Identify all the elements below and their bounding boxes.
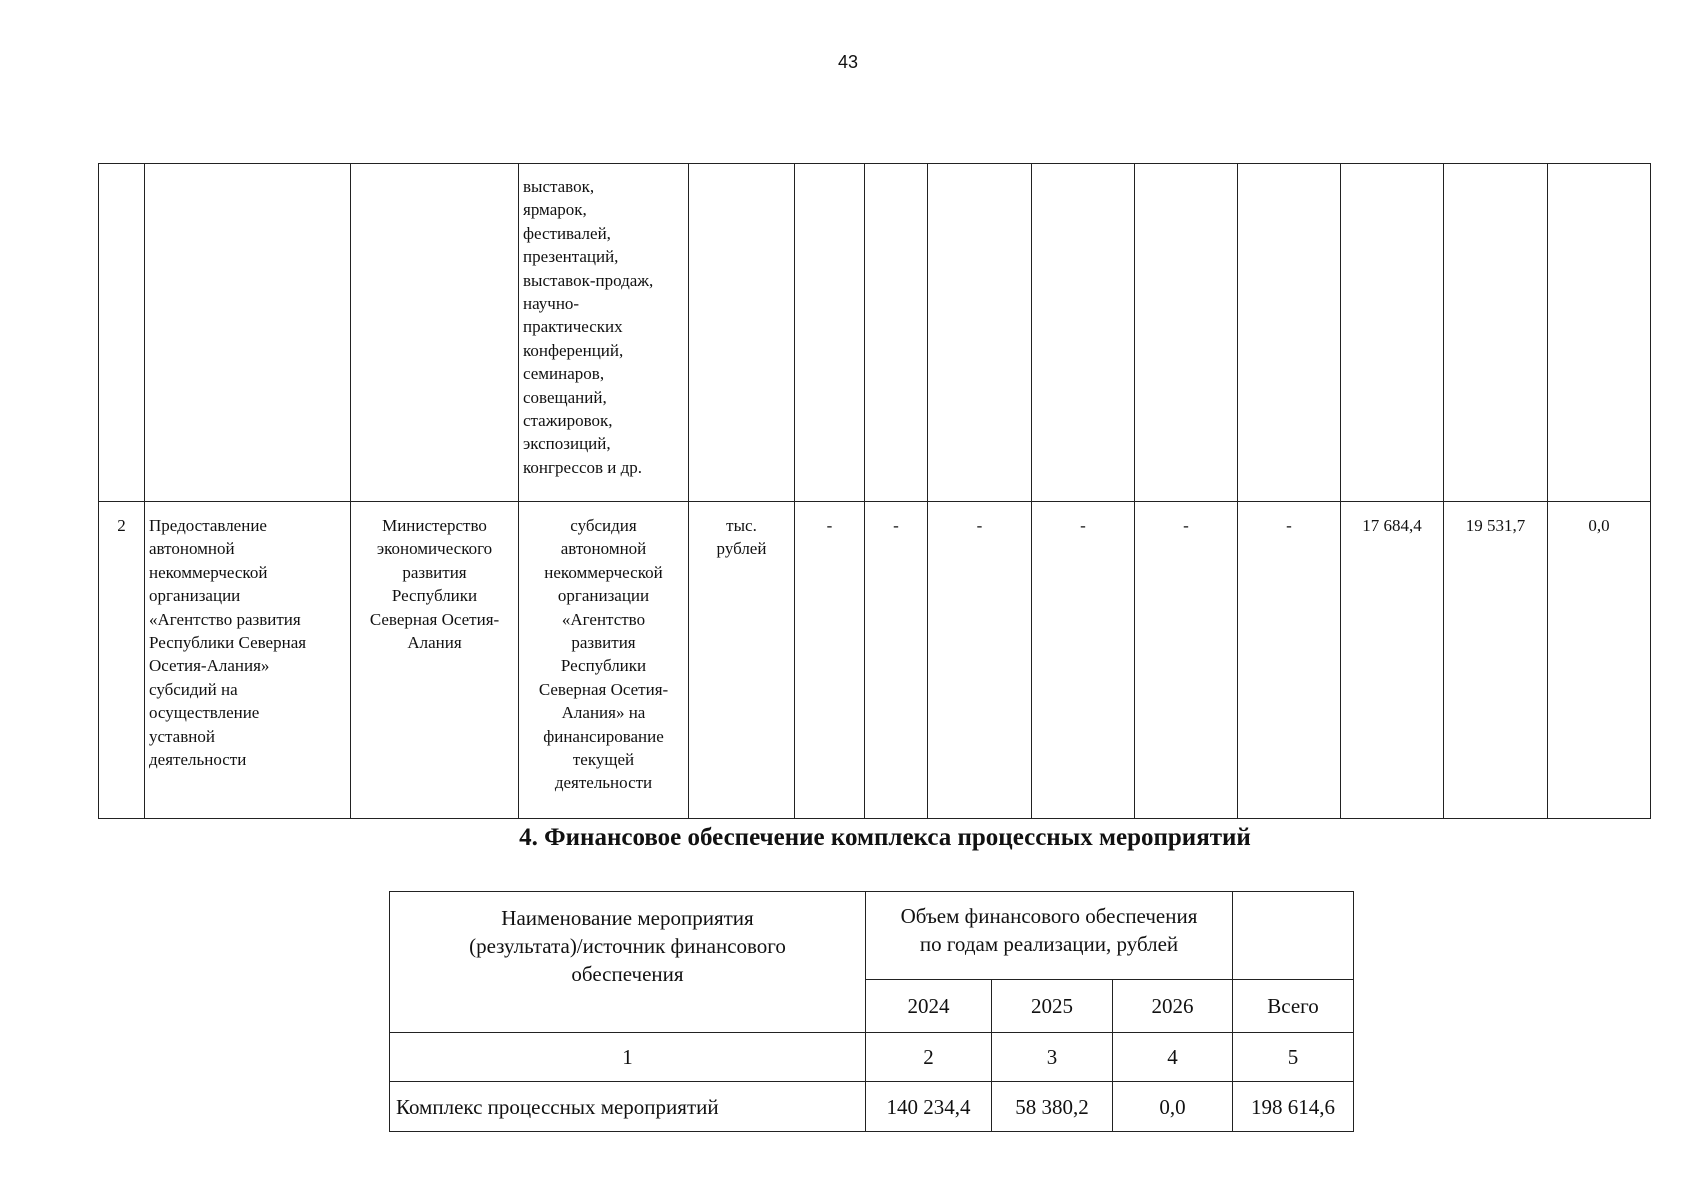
section-title: 4. Финансовое обеспечение комплекса процессных мероприятий <box>519 824 1251 851</box>
header-year: 2025 <box>992 980 1113 1033</box>
value-dash: - <box>1135 502 1238 819</box>
header-year: 2024 <box>866 980 992 1033</box>
column-number: 2 <box>866 1033 992 1082</box>
value-dash: - <box>795 502 865 819</box>
column-number-row <box>390 1033 1354 1082</box>
header-total: Всего <box>1233 980 1354 1033</box>
value-dash: - <box>928 502 1032 819</box>
page-number: 43 <box>837 52 859 72</box>
activity-name: Предоставление автономной некоммерческой организации «Агентство развития Республики Северная Осетия-Алания» субсидий на осуществление уставной деятельности <box>145 502 351 819</box>
value-2024: 140 234,4 <box>866 1082 992 1132</box>
value-dash: - <box>1032 502 1135 819</box>
row-name: Комплекс процессных мероприятий <box>390 1082 866 1132</box>
column-number: 1 <box>390 1033 866 1082</box>
activities-table <box>98 163 1651 819</box>
column-number: 3 <box>992 1033 1113 1082</box>
header-year: 2026 <box>1113 980 1233 1033</box>
value-2026: 0,0 <box>1113 1082 1233 1132</box>
value-2024: 17 684,4 <box>1341 502 1444 819</box>
table-row <box>390 1082 1354 1132</box>
value-total: 198 614,6 <box>1233 1082 1354 1132</box>
column-number: 4 <box>1113 1033 1233 1082</box>
activity-type: субсидия автономной некоммерческой организации «Агентство развития Республики Северная Осетия- Алания» на финансирование текущей деятельности <box>519 502 689 819</box>
value-2025: 58 380,2 <box>992 1082 1113 1132</box>
row-number: 2 <box>99 502 145 819</box>
value-dash: - <box>865 502 928 819</box>
table-row <box>99 502 1651 819</box>
value-2025: 19 531,7 <box>1444 502 1548 819</box>
table-row <box>99 164 1651 502</box>
header-name: Наименование мероприятия (результата)/источник финансового обеспечения <box>390 892 866 1033</box>
financing-table <box>389 891 1354 1132</box>
column-number: 5 <box>1233 1033 1354 1082</box>
table-header-row <box>390 892 1354 980</box>
header-volume: Объем финансового обеспечения по годам реализации, рублей <box>866 892 1233 980</box>
value-dash: - <box>1238 502 1341 819</box>
executor: Министерство экономического развития Республики Северная Осетия- Алания <box>351 502 519 819</box>
value-2026: 0,0 <box>1548 502 1651 819</box>
activity-type-cell: выставок, ярмарок, фестивалей, презентаций, выставок-продаж, научно- практических конференций, семинаров, совещаний, стажировок, экспозиций, конгрессов и др. <box>519 164 689 502</box>
unit: тыс. рублей <box>689 502 795 819</box>
